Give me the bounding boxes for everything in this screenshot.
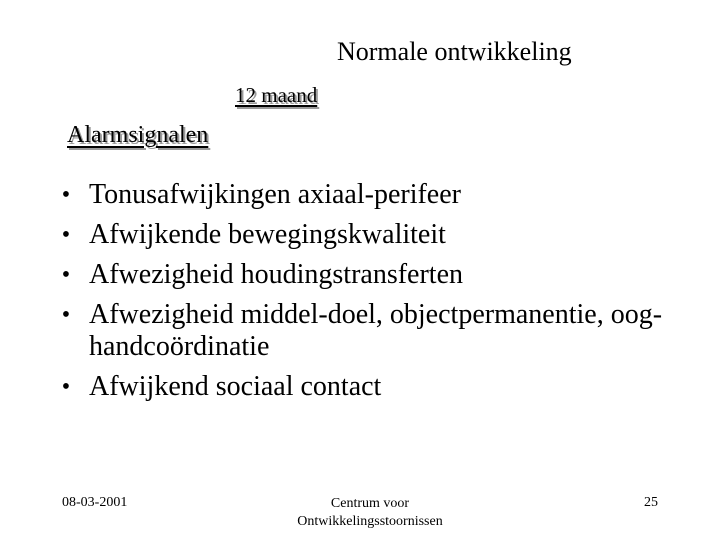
bullet-icon: • xyxy=(61,262,71,288)
list-item xyxy=(56,219,676,251)
bullet-icon: • xyxy=(61,182,71,208)
slide-title: Normale ontwikkeling xyxy=(337,37,572,66)
footer-date: 08-03-2001 xyxy=(62,495,128,510)
list-item-text: Tonusafwijkingen axiaal-perifeer xyxy=(89,179,461,210)
page-number: 25 xyxy=(644,495,658,510)
bullet-icon: • xyxy=(61,222,71,248)
slide-subtitle: 12 maand xyxy=(235,83,318,107)
list-item xyxy=(56,299,676,363)
bullet-icon: • xyxy=(61,302,71,328)
footer-organization-line2: Ontwikkelingsstoornissen xyxy=(297,514,443,529)
section-heading: Alarmsignalen xyxy=(67,122,209,148)
footer-organization xyxy=(270,495,470,531)
list-item xyxy=(56,259,676,291)
footer-organization-line1: Centrum voor xyxy=(330,496,410,511)
list-item-text: Afwezigheid middel-doel, objectpermanentie, oog-handcoördinatie xyxy=(89,299,663,362)
list-item-text: Afwezigheid houdingstransferten xyxy=(89,259,463,290)
list-item-text: Afwijkende bewegingskwaliteit xyxy=(89,219,446,250)
list-item xyxy=(56,179,676,211)
list-item-text: Afwijkend sociaal contact xyxy=(89,371,382,402)
bullet-icon: • xyxy=(61,374,71,400)
bullet-list xyxy=(56,179,676,403)
list-item xyxy=(56,371,676,403)
